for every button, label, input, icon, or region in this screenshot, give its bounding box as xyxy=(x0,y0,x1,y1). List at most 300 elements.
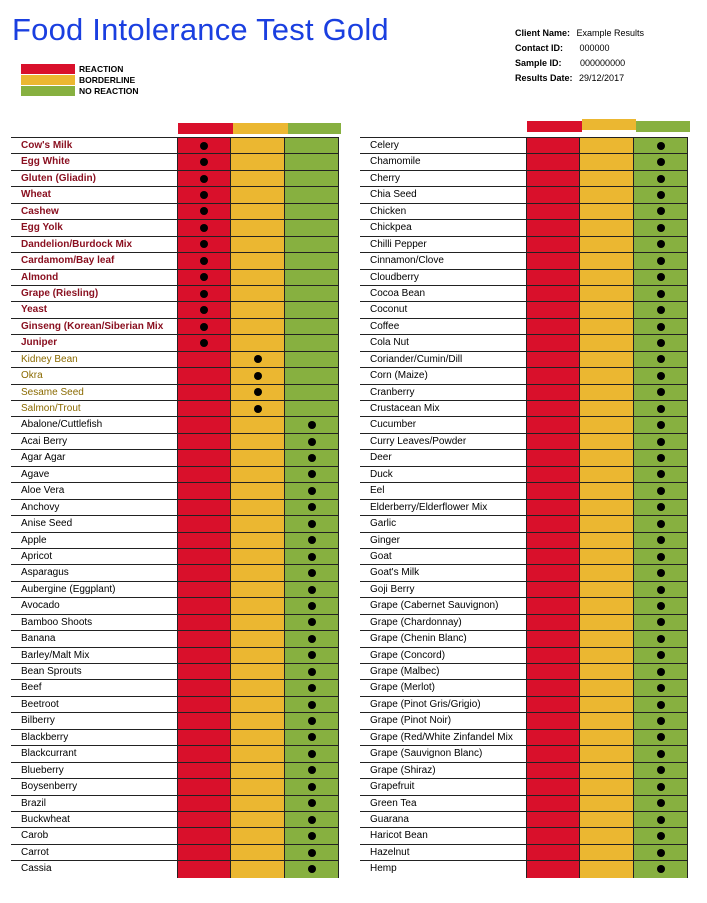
food-row xyxy=(11,368,339,384)
food-name: Deer xyxy=(370,452,392,464)
legend-reaction-swatch xyxy=(21,64,75,74)
result-cell-reaction xyxy=(526,746,580,761)
result-dot xyxy=(200,339,208,347)
food-row xyxy=(360,483,688,499)
food-name: Almond xyxy=(21,271,59,283)
result-cell-reaction xyxy=(177,779,231,794)
result-cell-borderline xyxy=(580,319,634,334)
contact-id-value: 000000 xyxy=(579,43,610,53)
food-name: Beef xyxy=(21,682,42,694)
food-name: Bean Sprouts xyxy=(21,666,82,677)
result-cell-reaction xyxy=(526,335,580,350)
food-row xyxy=(11,220,339,236)
result-cell-no-reaction xyxy=(634,582,688,597)
food-row xyxy=(360,171,688,187)
food-row xyxy=(360,648,688,664)
result-cell-reaction xyxy=(177,861,231,877)
result-cell-borderline xyxy=(580,533,634,548)
result-cell-borderline xyxy=(580,401,634,416)
result-cell-no-reaction xyxy=(634,286,688,301)
result-cell-no-reaction xyxy=(634,154,688,169)
result-cell-reaction xyxy=(177,417,231,432)
result-cell-borderline xyxy=(580,417,634,432)
result-cell-reaction xyxy=(526,845,580,860)
result-cell-reaction xyxy=(526,861,580,877)
result-cell-reaction xyxy=(526,533,580,548)
food-row xyxy=(11,401,339,417)
result-cell-no-reaction xyxy=(634,368,688,383)
result-dot xyxy=(200,142,208,150)
food-name: Salmon/Trout xyxy=(21,403,81,414)
result-cell-borderline xyxy=(580,187,634,202)
result-cell-no-reaction xyxy=(285,631,339,646)
result-cell-no-reaction xyxy=(634,664,688,679)
food-name: Grape (Pinot Gris/Grigio) xyxy=(370,698,481,710)
result-cell-reaction xyxy=(526,368,580,383)
result-cell-no-reaction xyxy=(634,270,688,285)
result-dot xyxy=(308,668,316,676)
food-row xyxy=(360,237,688,253)
result-cell-no-reaction xyxy=(285,220,339,235)
result-cell-reaction xyxy=(526,779,580,794)
result-cell-reaction xyxy=(526,713,580,728)
food-name: Coconut xyxy=(370,304,408,316)
food-row xyxy=(11,138,339,154)
result-dot xyxy=(657,224,665,232)
food-name: Guarana xyxy=(370,813,409,825)
result-cell-reaction xyxy=(526,549,580,564)
food-name: Chicken xyxy=(370,205,407,217)
food-name: Anise Seed xyxy=(21,518,73,530)
food-name: Celery xyxy=(370,140,399,151)
food-row xyxy=(360,730,688,746)
food-row xyxy=(11,746,339,762)
food-name: Sesame Seed xyxy=(21,386,84,398)
food-row xyxy=(11,352,339,368)
food-row xyxy=(11,664,339,680)
result-cell-borderline xyxy=(231,500,285,515)
result-dot xyxy=(308,586,316,594)
food-row xyxy=(360,779,688,795)
result-cell-reaction xyxy=(526,483,580,498)
legend-reaction-label: REACTION xyxy=(79,63,124,74)
result-cell-no-reaction xyxy=(285,796,339,811)
food-row xyxy=(11,763,339,779)
result-cell-reaction xyxy=(526,467,580,482)
result-cell-borderline xyxy=(231,582,285,597)
result-cell-borderline xyxy=(580,763,634,778)
food-name: Cocoa Bean xyxy=(370,287,426,299)
food-name: Grape (Merlot) xyxy=(370,682,436,694)
results-table-right xyxy=(360,119,688,878)
result-cell-borderline xyxy=(231,730,285,745)
result-cell-borderline xyxy=(231,565,285,580)
food-name: Grape (Concord) xyxy=(370,649,446,661)
food-name: Grape (Riesling) xyxy=(21,287,99,299)
result-cell-borderline xyxy=(231,319,285,334)
food-name: Blackcurrant xyxy=(21,748,77,760)
result-dot xyxy=(308,487,316,495)
result-dot xyxy=(308,421,316,429)
food-name: Cola Nut xyxy=(370,337,409,349)
food-name: Apricot xyxy=(21,550,53,562)
result-cell-borderline xyxy=(231,467,285,482)
food-name: Boysenberry xyxy=(21,781,78,793)
food-name: Agave xyxy=(21,468,50,480)
result-cell-reaction xyxy=(177,483,231,498)
result-cell-no-reaction xyxy=(634,615,688,630)
result-cell-no-reaction xyxy=(634,237,688,252)
food-name: Hemp xyxy=(370,863,397,875)
result-cell-no-reaction xyxy=(634,467,688,482)
result-cell-no-reaction xyxy=(634,450,688,465)
result-cell-no-reaction xyxy=(634,171,688,186)
contact-id-label: Contact ID: xyxy=(515,43,563,53)
result-cell-no-reaction xyxy=(634,220,688,235)
result-dot xyxy=(200,175,208,183)
result-cell-no-reaction xyxy=(285,385,339,400)
result-cell-reaction xyxy=(526,434,580,449)
result-dot xyxy=(200,207,208,215)
food-name: Grape (Chardonnay) xyxy=(370,616,462,628)
result-cell-borderline xyxy=(231,138,285,153)
result-dot xyxy=(657,339,665,347)
sample-id-label: Sample ID: xyxy=(515,58,562,68)
result-cell-reaction xyxy=(177,796,231,811)
result-cell-reaction xyxy=(526,828,580,843)
result-cell-no-reaction xyxy=(634,335,688,350)
page-title: Food Intolerance Test Gold xyxy=(12,12,389,47)
result-cell-no-reaction xyxy=(634,697,688,712)
result-dot xyxy=(308,783,316,791)
result-dot xyxy=(657,306,665,314)
result-dot xyxy=(657,470,665,478)
result-dot xyxy=(657,191,665,199)
food-row xyxy=(360,401,688,417)
result-cell-borderline xyxy=(580,270,634,285)
food-name: Cherry xyxy=(370,172,401,184)
legend xyxy=(21,63,139,96)
result-cell-borderline xyxy=(231,483,285,498)
result-cell-reaction xyxy=(177,812,231,827)
result-cell-borderline xyxy=(231,796,285,811)
result-cell-borderline xyxy=(231,335,285,350)
food-name: Bamboo Shoots xyxy=(21,616,93,628)
result-cell-reaction xyxy=(177,352,231,367)
result-cell-borderline xyxy=(231,845,285,860)
food-row xyxy=(360,828,688,844)
food-row xyxy=(360,368,688,384)
result-cell-borderline xyxy=(231,237,285,252)
food-name: Goji Berry xyxy=(370,583,415,595)
result-cell-reaction xyxy=(526,253,580,268)
food-row xyxy=(360,582,688,598)
result-cell-no-reaction xyxy=(285,845,339,860)
result-dot xyxy=(308,717,316,725)
food-name: Haricot Bean xyxy=(370,830,428,842)
food-name: Cinnamon/Clove xyxy=(370,255,444,267)
food-name: Abalone/Cuttlefish xyxy=(21,419,103,431)
food-name: Barley/Malt Mix xyxy=(21,649,90,661)
result-cell-reaction xyxy=(526,237,580,252)
result-cell-reaction xyxy=(526,664,580,679)
result-cell-no-reaction xyxy=(634,812,688,827)
result-cell-reaction xyxy=(177,335,231,350)
food-row xyxy=(11,500,339,516)
result-dot xyxy=(657,783,665,791)
food-name: Goat's Milk xyxy=(370,567,420,579)
result-cell-borderline xyxy=(231,352,285,367)
food-row xyxy=(11,730,339,746)
food-row xyxy=(11,615,339,631)
result-dot xyxy=(308,635,316,643)
result-cell-borderline xyxy=(231,204,285,219)
food-name: Cranberry xyxy=(370,386,415,398)
result-cell-no-reaction xyxy=(285,368,339,383)
result-cell-reaction xyxy=(177,187,231,202)
result-cell-reaction xyxy=(177,631,231,646)
result-cell-borderline xyxy=(231,812,285,827)
result-dot xyxy=(200,306,208,314)
result-cell-no-reaction xyxy=(285,861,339,877)
result-cell-reaction xyxy=(526,516,580,531)
result-cell-borderline xyxy=(580,302,634,317)
food-row xyxy=(360,713,688,729)
result-cell-reaction xyxy=(177,253,231,268)
food-name: Aloe Vera xyxy=(21,485,65,497)
client-name-value: Example Results xyxy=(576,28,645,38)
food-row xyxy=(360,154,688,170)
food-row xyxy=(360,664,688,680)
result-cell-borderline xyxy=(580,697,634,712)
result-dot xyxy=(657,257,665,265)
food-name: Okra xyxy=(21,370,43,382)
food-name: Cashew xyxy=(21,205,59,217)
food-row xyxy=(11,861,339,877)
result-cell-reaction xyxy=(526,582,580,597)
result-cell-reaction xyxy=(526,565,580,580)
result-dot xyxy=(308,701,316,709)
result-cell-no-reaction xyxy=(285,713,339,728)
result-dot xyxy=(308,750,316,758)
result-cell-no-reaction xyxy=(285,615,339,630)
result-cell-reaction xyxy=(177,138,231,153)
result-dot xyxy=(657,175,665,183)
result-dot xyxy=(657,717,665,725)
result-cell-borderline xyxy=(231,615,285,630)
food-row xyxy=(360,138,688,154)
food-row xyxy=(11,385,339,401)
result-cell-reaction xyxy=(526,385,580,400)
result-cell-reaction xyxy=(177,697,231,712)
result-cell-reaction xyxy=(526,187,580,202)
result-cell-borderline xyxy=(580,368,634,383)
result-dot xyxy=(308,553,316,561)
food-name: Grape (Cabernet Sauvignon) xyxy=(370,600,499,612)
result-cell-no-reaction xyxy=(634,648,688,663)
result-cell-borderline xyxy=(580,730,634,745)
result-dot xyxy=(657,766,665,774)
result-dot xyxy=(657,586,665,594)
result-cell-no-reaction xyxy=(285,598,339,613)
result-cell-no-reaction xyxy=(285,286,339,301)
food-row xyxy=(11,286,339,302)
result-cell-borderline xyxy=(231,763,285,778)
result-dot xyxy=(657,602,665,610)
result-dot xyxy=(657,651,665,659)
result-dot xyxy=(254,355,262,363)
food-name: Cow's Milk xyxy=(21,140,73,151)
food-row xyxy=(11,467,339,483)
result-cell-no-reaction xyxy=(285,253,339,268)
result-cell-borderline xyxy=(231,713,285,728)
result-cell-no-reaction xyxy=(634,861,688,877)
food-row xyxy=(11,187,339,203)
food-row xyxy=(360,500,688,516)
result-dot xyxy=(308,454,316,462)
result-cell-borderline xyxy=(580,204,634,219)
food-name: Hazelnut xyxy=(370,846,410,858)
food-row xyxy=(11,828,339,844)
result-dot xyxy=(308,569,316,577)
legend-borderline xyxy=(21,74,139,85)
column-header-bars xyxy=(11,119,339,137)
result-dot xyxy=(657,816,665,824)
result-dot xyxy=(308,865,316,873)
header-bar-borderline xyxy=(233,123,288,134)
result-cell-no-reaction xyxy=(285,417,339,432)
result-cell-borderline xyxy=(580,335,634,350)
result-cell-no-reaction xyxy=(634,385,688,400)
result-cell-borderline xyxy=(580,565,634,580)
result-cell-reaction xyxy=(177,516,231,531)
food-name: Carrot xyxy=(21,846,49,858)
result-cell-reaction xyxy=(526,138,580,153)
result-dot xyxy=(200,158,208,166)
result-dot xyxy=(657,569,665,577)
result-cell-reaction xyxy=(526,631,580,646)
result-cell-borderline xyxy=(580,483,634,498)
result-cell-reaction xyxy=(177,828,231,843)
food-row xyxy=(11,450,339,466)
food-name: Juniper xyxy=(21,337,58,349)
food-name: Carob xyxy=(21,830,49,842)
food-row xyxy=(360,352,688,368)
food-name: Wheat xyxy=(21,189,51,201)
result-dot xyxy=(254,372,262,380)
result-cell-no-reaction xyxy=(634,746,688,761)
results-date-label: Results Date: xyxy=(515,73,573,83)
food-row xyxy=(11,631,339,647)
result-cell-no-reaction xyxy=(634,565,688,580)
food-row xyxy=(360,187,688,203)
food-name: Garlic xyxy=(370,518,397,530)
result-cell-no-reaction xyxy=(285,549,339,564)
food-row xyxy=(11,270,339,286)
result-cell-no-reaction xyxy=(285,763,339,778)
result-cell-borderline xyxy=(580,631,634,646)
food-row xyxy=(11,582,339,598)
result-cell-borderline xyxy=(231,779,285,794)
result-cell-no-reaction xyxy=(285,500,339,515)
results-date-value: 29/12/2017 xyxy=(579,73,625,83)
result-cell-reaction xyxy=(526,401,580,416)
result-cell-borderline xyxy=(580,385,634,400)
food-name: Acai Berry xyxy=(21,435,68,447)
result-cell-reaction xyxy=(526,697,580,712)
result-cell-borderline xyxy=(580,352,634,367)
result-dot xyxy=(657,865,665,873)
food-name: Asparagus xyxy=(21,567,69,579)
result-dot xyxy=(657,207,665,215)
result-cell-reaction xyxy=(526,319,580,334)
result-dot xyxy=(308,684,316,692)
result-cell-no-reaction xyxy=(285,450,339,465)
result-cell-borderline xyxy=(231,533,285,548)
food-name: Ginseng (Korean/Siberian Mix xyxy=(21,320,164,332)
result-cell-borderline xyxy=(580,713,634,728)
food-name: Ginger xyxy=(370,534,401,546)
food-row xyxy=(360,615,688,631)
food-name: Grape (Red/White Zinfandel Mix xyxy=(370,731,513,743)
food-name: Eel xyxy=(370,485,385,497)
legend-no-reaction xyxy=(21,85,139,96)
result-cell-borderline xyxy=(580,154,634,169)
result-dot xyxy=(308,766,316,774)
food-row xyxy=(360,598,688,614)
food-row xyxy=(360,450,688,466)
result-dot xyxy=(200,273,208,281)
result-dot xyxy=(657,520,665,528)
food-row xyxy=(360,204,688,220)
result-cell-reaction xyxy=(177,204,231,219)
result-cell-no-reaction xyxy=(285,779,339,794)
food-name: Chamomile xyxy=(370,156,421,168)
header-bar-borderline xyxy=(582,119,636,130)
food-row xyxy=(11,713,339,729)
food-name: Aubergine (Eggplant) xyxy=(21,583,116,595)
food-name: Cloudberry xyxy=(370,271,419,283)
result-dot xyxy=(200,224,208,232)
food-row xyxy=(11,697,339,713)
result-cell-no-reaction xyxy=(285,434,339,449)
sample-id-row xyxy=(515,56,644,71)
food-row xyxy=(360,861,688,877)
result-cell-borderline xyxy=(580,582,634,597)
food-row xyxy=(11,812,339,828)
food-name: Grape (Chenin Blanc) xyxy=(370,633,467,645)
food-name: Coffee xyxy=(370,320,400,332)
result-cell-no-reaction xyxy=(634,352,688,367)
result-cell-no-reaction xyxy=(285,352,339,367)
food-row xyxy=(11,680,339,696)
food-row xyxy=(360,270,688,286)
result-cell-no-reaction xyxy=(285,335,339,350)
result-cell-borderline xyxy=(231,154,285,169)
food-row xyxy=(360,286,688,302)
result-cell-reaction xyxy=(177,500,231,515)
food-row xyxy=(11,483,339,499)
result-cell-borderline xyxy=(580,467,634,482)
result-dot xyxy=(308,832,316,840)
food-name: Dandelion/Burdock Mix xyxy=(21,238,133,250)
food-name: Duck xyxy=(370,468,393,480)
result-dot xyxy=(657,454,665,462)
food-name: Blueberry xyxy=(21,764,64,776)
results-rows-left xyxy=(11,137,339,878)
result-cell-borderline xyxy=(580,516,634,531)
food-name: Blackberry xyxy=(21,731,69,743)
